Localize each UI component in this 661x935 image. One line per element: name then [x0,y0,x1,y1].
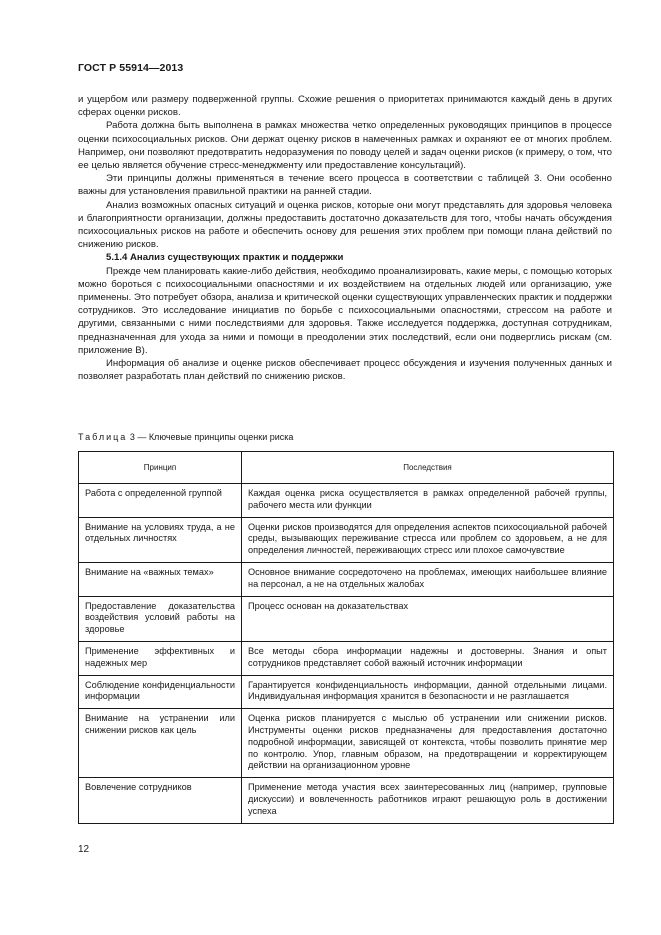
column-header-consequences: Последствия [242,452,614,484]
column-header-principle: Принцип [79,452,242,484]
consequence-cell: Гарантируется конфиденциальность информации, данной отдельными лицами. Индивидуальная информация хранится в безопасности и не разглашается [242,675,614,709]
principles-table [78,451,614,824]
table-row [79,596,614,641]
principle-cell: Вовлечение сотрудников [79,778,242,823]
principle-cell: Применение эффективных и надежных мер [79,641,242,675]
table-row [79,709,614,778]
table-row [79,675,614,709]
consequence-cell: Основное внимание сосредоточено на проблемах, имеющих наибольшее влияние на персонал, а не на отдельных жалобах [242,562,614,596]
consequence-cell: Оценка рисков планируется с мыслью об устранении или снижении рисков. Инструменты оценки рисков предназначены для предоставления достаточно подробной информации, зависящей от контекста, чтобы позволить принятие мер по контролю. Упор, главным образом, на предотвращении и корректирующем действии на организационном уровне [242,709,614,778]
paragraph: Эти принципы должны применяться в течение всего процесса в соответствии с таблицей 3. Они особенно важны для установления правильной практики на ранней стадии. [78,173,612,198]
principle-cell: Внимание на условиях труда, а не отдельных личностях [79,517,242,562]
table-row [79,641,614,675]
body-text [78,93,612,383]
principle-cell: Предоставление доказательства воздействия условий работы на здоровье [79,596,242,641]
table-caption-text: 3 — Ключевые принципы оценки риска [129,432,294,442]
section-heading: 5.1.4 Анализ существующих практик и поддержки [106,252,344,264]
table-caption [78,432,293,442]
paragraph: Информация об анализе и оценке рисков обеспечивает процесс обсуждения и изучения полученных данных и позволяет разработать план действий по снижению рисков. [78,358,612,383]
consequence-cell: Применение метода участия всех заинтересованных лиц (например, групповые дискуссии) и вовлеченность работников играют решающую роль в достижении успеха [242,778,614,823]
table-header-row [79,452,614,484]
table-caption-label: Таблица [78,432,128,442]
paragraph: Прежде чем планировать какие-либо действия, необходимо проанализировать, какие меры, с помощью которых можно бороться с психосоциальными опасностями и их воздействием на отдельных людей или организацию, уже применены. Это потребует обзора, анализа и критической оценки существующих управленческих практик и поддержки сотрудников. Это исследование инициатив по борьбе с психосоциальными опасностями, стрессом на работе и другими, связанными с ними последствиями для здоровья. Также исследуется поддержка, доступная сотрудникам, предназначенная для ухода за ними и помощи в преодолении этих последствий, если они подверглись рискам (см. приложение В). [78,265,612,356]
consequence-cell: Процесс основан на доказательствах [242,596,614,641]
principle-cell: Работа с определенной группой [79,484,242,518]
principle-cell: Внимание на «важных темах» [79,562,242,596]
standard-header: ГОСТ Р 55914—2013 [78,62,184,74]
principle-cell: Соблюдение конфиденциальности информации [79,675,242,709]
consequence-cell: Каждая оценка риска осуществляется в рамках определенной рабочей группы, рабочего места или функции [242,484,614,518]
consequence-cell: Все методы сбора информации надежны и достоверны. Знания и опыт сотрудников представляет собой важный источник информации [242,641,614,675]
table-row [79,517,614,562]
table-row [79,778,614,823]
paragraph: Анализ возможных опасных ситуаций и оценка рисков, которые они могут представлять для здоровья человека и благоприятности организации, должны предоставить достаточно доказательств для того, чтобы начать обсуждения психосоциальных рисков на работе и обеспечить основу для решения этих проблем при помощи плана действий по снижению рисков. [78,199,612,251]
table-row [79,484,614,518]
principle-cell: Внимание на устранении или снижении рисков как цель [79,709,242,778]
page-number: 12 [78,844,90,855]
consequence-cell: Оценки рисков производятся для определения аспектов психосоциальной рабочей среды, вызывающих переживание стресса или проблем со здоровьем, а не для определения личностей, переживающих стресс или плохое самочувствие [242,517,614,562]
paragraph: и ущербом или размеру подверженной группы. Схожие решения о приоритетах принимаются каждый день в других сферах оценки рисков. [78,94,612,119]
paragraph: Работа должна быть выполнена в рамках множества четко определенных руководящих принципов в процессе оценки психосоциальных рисков. Они держат оценку рисков в намеченных рамках и охраняют ее от многих проблем. Например, они позволяют предотвратить недоразумения по поводу целей и задач оценки рисков (к примеру, о том, что ее целью является обучение стресс-менеджменту или предоставление консультаций). [78,120,612,172]
table-row [79,562,614,596]
